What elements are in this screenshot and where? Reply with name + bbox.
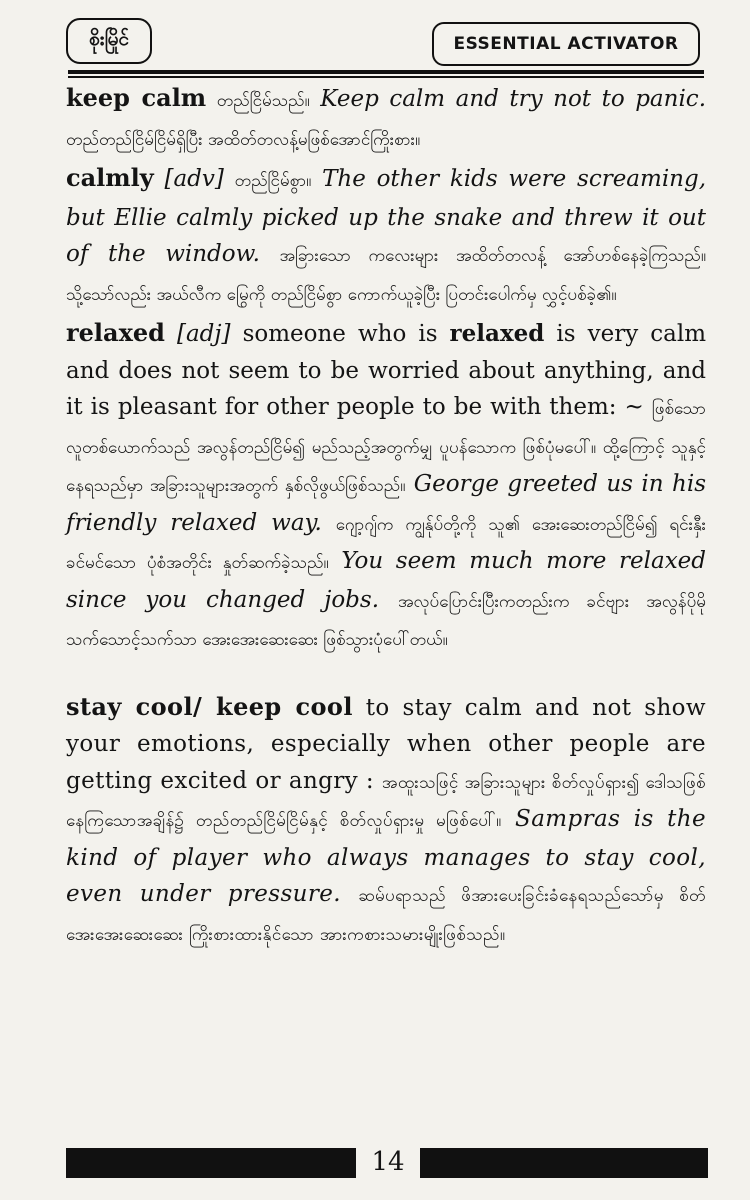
example-sentence: You seem much more relaxed since you changed jobs. bbox=[66, 548, 707, 613]
entry-calmly bbox=[66, 160, 706, 313]
entry-relaxed bbox=[66, 315, 706, 659]
part-of-speech: [adj] bbox=[177, 321, 231, 347]
burmese-translation: ဆမ်ပရာသည် ဖိအားပေးခြင်းခံနေရသည်သော်မှ စိတ်အေးအေးဆေးဆေး ကြိုးစားထားနိုင်သော အားကစားသမားမျိုးဖြစ်သည်။ bbox=[66, 886, 706, 945]
burmese-translation: အခြားသော ကလေးများ အထိတ်တလန့် အော်ဟစ်နေခဲ့ကြသည်။ သို့သော်လည်း အယ်လီက မြွေကို တည်ငြိမ်စွာ ကောက်ယူခဲ့ပြီး ပြတင်းပေါက်မှ လွှင့်ပစ်ခဲ့၏။ bbox=[66, 246, 706, 305]
example-sentence: Sampras is the kind of player who always manages to stay cool, even under pressure. bbox=[66, 806, 706, 907]
book-title-box bbox=[432, 22, 700, 66]
definition-text: is very calm and does not seem to be worried about anything, and it is pleasant for other people to be with them: ~ bbox=[66, 321, 707, 420]
definition-text: to stay calm and not show your emotions, especially when other people are getting excited or angry : bbox=[66, 694, 706, 794]
page-number: 14 bbox=[371, 1147, 405, 1177]
footer-bar-right bbox=[420, 1148, 708, 1178]
entry-stay-cool bbox=[66, 689, 706, 954]
headword: keep calm bbox=[66, 83, 207, 112]
burmese-translation: တည်တည်ငြိမ်ငြိမ်ရှိပြီး အထိတ်တလန့်မဖြစ်အောင်ကြိုးစား။ bbox=[66, 129, 421, 150]
burmese-gloss: တည်ငြိမ်စွာ။ bbox=[234, 171, 312, 191]
example-sentence: Keep calm and try not to panic. bbox=[320, 86, 706, 112]
author-name: စိုးမြိုင် bbox=[88, 28, 130, 50]
author-name-box bbox=[66, 18, 152, 64]
headword: stay cool/ keep cool bbox=[66, 691, 353, 721]
footer-bar-left bbox=[66, 1148, 356, 1178]
definition-keyword: relaxed bbox=[449, 320, 545, 347]
burmese-translation: အလုပ်ပြောင်းပြီးကတည်းက ခင်ဗျား အလွန်ပိုမို သက်သောင့်သက်သာ အေးအေးဆေးဆေး ဖြစ်သွားပုံပေါ်တယ်။ bbox=[66, 591, 706, 650]
example-sentence: George greeted us in his friendly relaxed way. bbox=[66, 471, 707, 536]
burmese-translation: ဖြစ်သော လူတစ်ယောက်သည် အလွန်တည်ငြိမ်၍ မည်သည့်အတွက်မျှ ပူပန်သောက ဖြစ်ပုံမပေါ်။ ထို့ကြောင့် သူနှင့်နေရသည်မှာ အခြားသူများအတွက် နှစ်လိုဖွယ်ဖြစ်သည်။ bbox=[66, 399, 706, 496]
book-title: ESSENTIAL ACTIVATOR bbox=[453, 34, 679, 54]
definition-text: someone who is bbox=[242, 321, 438, 347]
header-rule bbox=[68, 70, 704, 74]
example-sentence: The other kids were screaming, but Ellie calmly picked up the snake and threw it out of the window. bbox=[66, 166, 707, 267]
entry-keep-calm bbox=[66, 80, 706, 158]
part-of-speech: [adv] bbox=[164, 166, 224, 192]
headword: calmly bbox=[66, 163, 154, 192]
page-body bbox=[66, 80, 706, 955]
headword: relaxed bbox=[66, 318, 165, 347]
burmese-translation: ဂျော့ဂျ်က ကျွန်ုပ်တို့ကို သူ၏ အေးဆေးတည်ငြိမ်၍ ရင်းနှီးခင်မင်သော ပုံစံအတိုင်း နှုတ်ဆက်ခဲ့သည်။ bbox=[66, 514, 707, 573]
header-rule-thin bbox=[68, 76, 704, 78]
burmese-gloss: တည်ငြိမ်သည်။ bbox=[216, 91, 310, 111]
burmese-translation: အထူးသဖြင့် အခြားသူများ စိတ်လှုပ်ရှား၍ ဒေါသဖြစ်နေကြသောအချိန်၌ တည်တည်ငြိမ်ငြိမ်နှင့် စိတ်လှုပ်ရှားမှု မဖြစ်ပေါ်။ bbox=[66, 772, 706, 831]
